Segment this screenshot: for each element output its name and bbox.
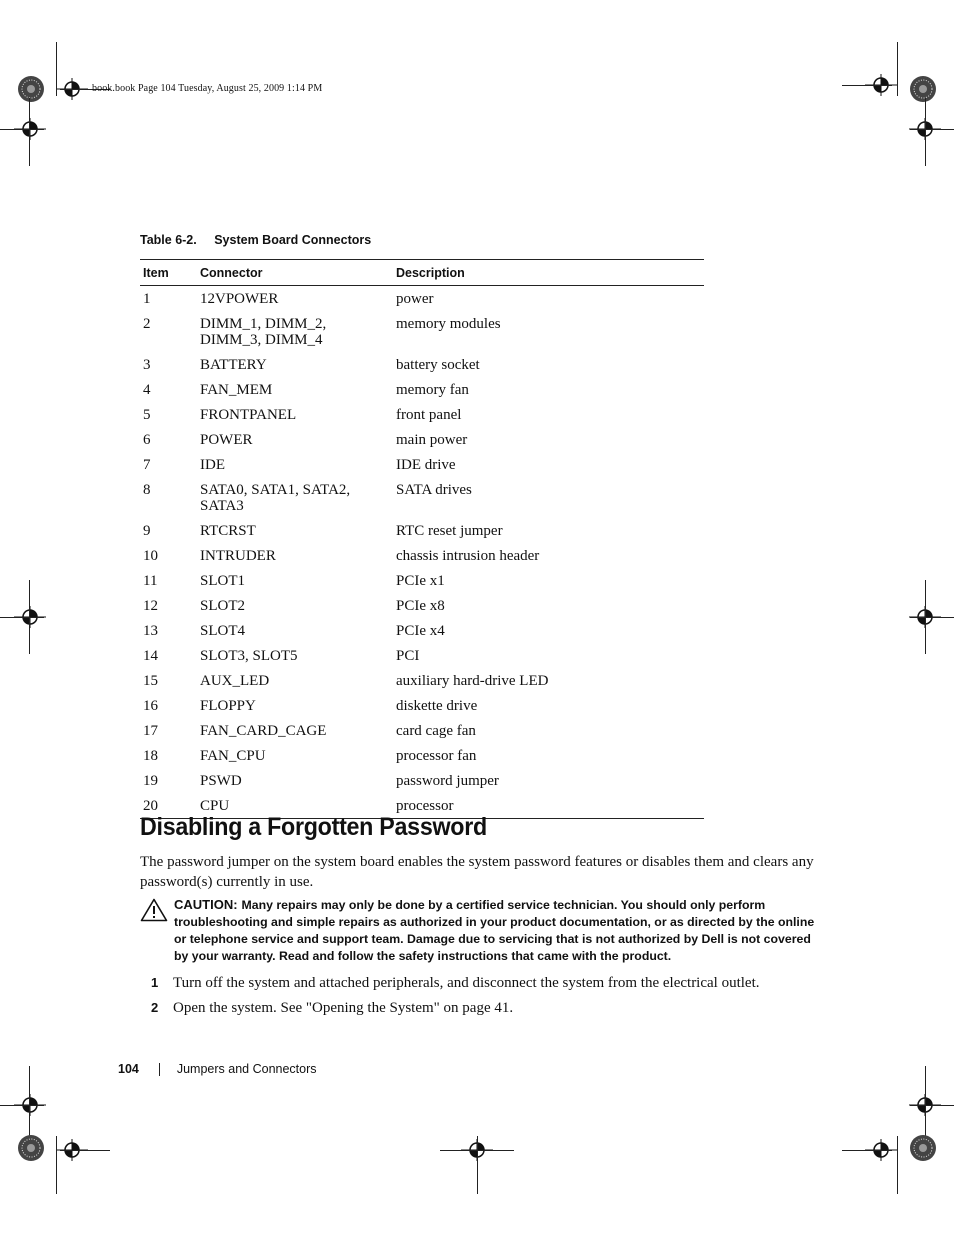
table-row — [140, 543, 704, 568]
cell-description: memory modules — [396, 316, 501, 332]
cell-connector: SLOT3, SLOT5 — [200, 648, 298, 664]
cell-item: 6 — [143, 432, 151, 448]
page-footer — [118, 1062, 317, 1076]
registration-starburst-icon — [16, 74, 46, 104]
cell-item: 20 — [143, 798, 158, 814]
caution-label: CAUTION: — [174, 897, 238, 912]
warning-triangle-icon — [140, 898, 168, 922]
header-stamp: book.book Page 104 Tuesday, August 25, 2009 1:14 PM — [92, 83, 323, 94]
cell-description: card cage fan — [396, 723, 476, 739]
step-number: 2 — [151, 1000, 159, 1015]
cell-connector: FRONTPANEL — [200, 407, 297, 423]
table-row — [140, 427, 704, 452]
page-number: 104 — [118, 1062, 139, 1076]
step-item — [140, 998, 820, 1018]
procedure-steps — [140, 973, 820, 1023]
table-header-row — [140, 260, 704, 286]
cell-description: memory fan — [396, 382, 469, 398]
cell-item: 9 — [143, 523, 151, 539]
cell-description: SATA drives — [396, 482, 472, 498]
footer-divider — [159, 1063, 160, 1076]
connectors-table — [140, 259, 704, 819]
cell-item: 12 — [143, 598, 158, 614]
cell-description: chassis intrusion header — [396, 548, 540, 564]
cell-item: 14 — [143, 648, 158, 664]
cell-connector: SLOT2 — [200, 598, 245, 614]
cell-connector: IDE — [200, 457, 225, 473]
table-row — [140, 477, 704, 518]
cell-item: 11 — [143, 573, 158, 589]
cell-item: 2 — [143, 316, 151, 332]
table-row — [140, 377, 704, 402]
table-row — [140, 668, 704, 693]
cell-connector: DIMM_1, DIMM_2, DIMM_3, DIMM_4 — [200, 316, 327, 348]
table-row — [140, 643, 704, 668]
table-caption — [140, 233, 371, 247]
table-row — [140, 693, 704, 718]
cell-connector: FAN_CARD_CAGE — [200, 723, 327, 739]
cell-item: 4 — [143, 382, 151, 398]
cell-description: battery socket — [396, 357, 480, 373]
cell-item: 1 — [143, 291, 151, 307]
cell-item: 8 — [143, 482, 151, 498]
registration-starburst-icon — [908, 74, 938, 104]
cell-description: PCI — [396, 648, 420, 664]
cell-connector: SLOT1 — [200, 573, 245, 589]
cell-connector: 12VPOWER — [200, 291, 279, 307]
step-item — [140, 973, 820, 993]
cell-connector: BATTERY — [200, 357, 267, 373]
intro-paragraph: The password jumper on the system board enables the system password features or disables them and clears any password(s) currently in use. — [140, 854, 814, 890]
cell-item: 3 — [143, 357, 151, 373]
cell-item: 7 — [143, 457, 151, 473]
chapter-title: Jumpers and Connectors — [176, 1062, 317, 1076]
cell-item: 13 — [143, 623, 158, 639]
cell-connector: PSWD — [200, 773, 242, 789]
cell-description: processor — [396, 798, 454, 814]
caution-text: Many repairs may only be done by a certified service technician. You should only perform troubleshooting and simple repairs as authorized in your product documentation, or as directed by the online or telephone service and support team. Damage due to servicing that is not authorized by Dell is not covered by your warranty. Read and follow the safety instructions that came with the product. — [174, 898, 815, 963]
cell-connector: FAN_MEM — [200, 382, 273, 398]
cell-item: 18 — [143, 748, 158, 764]
table-number: Table 6-2. — [140, 233, 197, 247]
cell-description: PCIe x1 — [396, 573, 445, 589]
cell-connector: FAN_CPU — [200, 748, 266, 764]
table-row — [140, 311, 704, 352]
cell-item: 15 — [143, 673, 158, 689]
cell-description: power — [396, 291, 434, 307]
cell-connector: POWER — [200, 432, 253, 448]
table-body — [140, 286, 704, 818]
cell-item: 17 — [143, 723, 158, 739]
cell-description: PCIe x4 — [396, 623, 445, 639]
cell-connector: CPU — [200, 798, 230, 814]
cell-description: IDE drive — [396, 457, 456, 473]
cell-description: main power — [396, 432, 468, 448]
table-row — [140, 743, 704, 768]
cell-description: diskette drive — [396, 698, 478, 714]
registration-starburst-icon — [16, 1133, 46, 1163]
cell-item: 16 — [143, 698, 158, 714]
cell-description: RTC reset jumper — [396, 523, 503, 539]
cell-connector: AUX_LED — [200, 673, 270, 689]
step-text: Turn off the system and attached peripherals, and disconnect the system from the electrical outlet. — [173, 975, 760, 991]
caution-text-block — [174, 896, 824, 965]
table-row — [140, 352, 704, 377]
column-header-description: Description — [396, 265, 465, 280]
cell-description: PCIe x8 — [396, 598, 445, 614]
cell-description: front panel — [396, 407, 462, 423]
cell-connector: RTCRST — [200, 523, 256, 539]
table-row — [140, 518, 704, 543]
step-number: 1 — [151, 975, 159, 990]
cell-description: password jumper — [396, 773, 499, 789]
cell-description: processor fan — [396, 748, 477, 764]
table-row — [140, 618, 704, 643]
table-row — [140, 286, 704, 311]
table-row — [140, 452, 704, 477]
cell-item: 10 — [143, 548, 158, 564]
step-text: Open the system. See "Opening the System" on page 41. — [173, 1000, 514, 1016]
registration-starburst-icon — [908, 1133, 938, 1163]
cell-item: 5 — [143, 407, 151, 423]
column-header-connector: Connector — [200, 265, 263, 280]
table-row — [140, 402, 704, 427]
cell-connector: FLOPPY — [200, 698, 256, 714]
section-heading: Disabling a Forgotten Password — [140, 813, 487, 841]
cell-connector: SATA0, SATA1, SATA2, SATA3 — [200, 482, 351, 514]
table-title: System Board Connectors — [214, 233, 372, 247]
cell-description: auxiliary hard-drive LED — [396, 673, 549, 689]
table-row — [140, 718, 704, 743]
table-row — [140, 593, 704, 618]
cell-connector: SLOT4 — [200, 623, 245, 639]
cell-item: 19 — [143, 773, 158, 789]
cell-connector: INTRUDER — [200, 548, 276, 564]
column-header-item: Item — [143, 265, 169, 280]
table-row — [140, 568, 704, 593]
table-row — [140, 768, 704, 793]
